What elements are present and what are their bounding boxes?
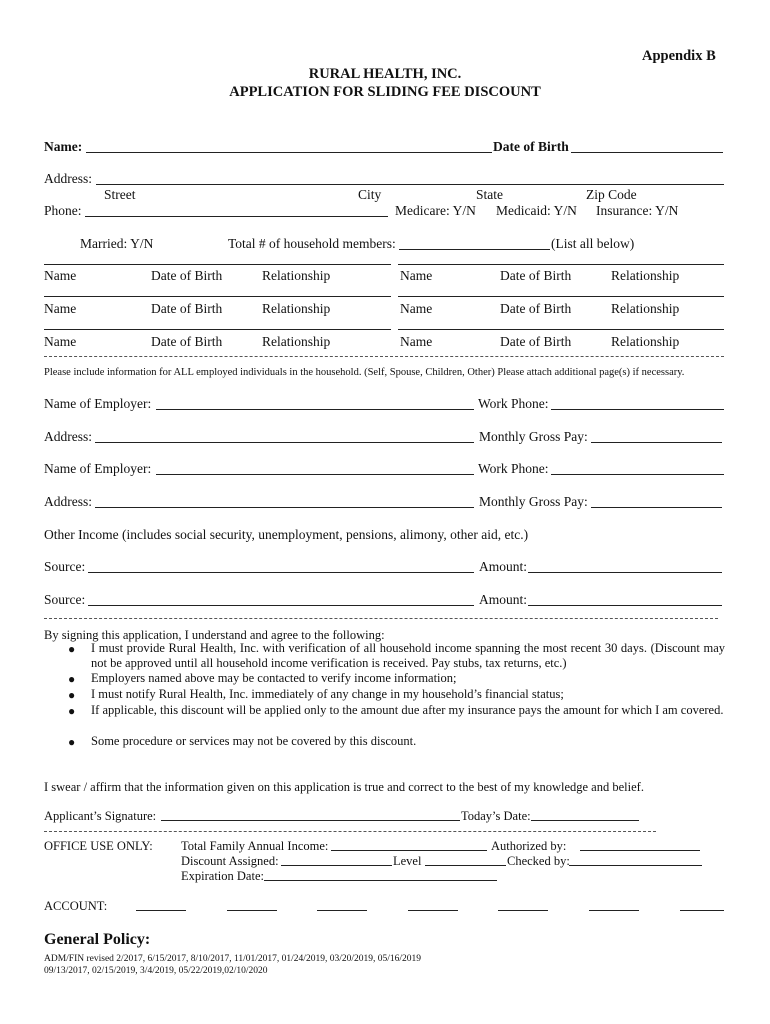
employer-field[interactable] [156,474,474,475]
bullet-icon: ● [68,735,76,749]
employer-address-field[interactable] [95,507,474,508]
amount-field[interactable] [528,572,722,573]
street-label: Street [104,187,136,202]
source-field[interactable] [88,605,474,606]
employment-note: Please include information for ALL employed individuals in the household. (Self, Spouse, Children, Other) Please attach additional page(s) if necessary. [44,367,685,378]
account-field[interactable] [408,910,458,911]
todays-date-label: Today’s Date: [461,809,531,823]
office-use-label: OFFICE USE ONLY: [44,839,153,853]
household-dob-label: Date of Birth [500,268,572,283]
amount-label: Amount: [479,559,528,574]
household-relationship-label: Relationship [262,268,331,283]
household-dob-label: Date of Birth [500,301,572,316]
discount-assigned-label: Discount Assigned: [181,854,279,868]
agreement-item: I must notify Rural Health, Inc. immediately of any change in my household’s financial status; [91,687,564,701]
signature-label: Applicant’s Signature: [44,809,157,823]
address-field[interactable] [96,184,724,185]
account-field[interactable] [136,910,186,911]
gross-pay-field[interactable] [591,442,722,443]
state-label: State [476,187,503,202]
insurance-label[interactable]: Insurance: Y/N [596,203,679,218]
agreement-intro: By signing this application, I understand and agree to the following: [44,628,385,642]
work-phone-field[interactable] [551,474,724,475]
bullet-icon: ● [68,688,76,702]
household-relationship-label: Relationship [611,334,680,349]
other-income-label: Other Income (includes social security, unemployment, pensions, alimony, other aid, etc.) [44,527,529,542]
medicaid-label[interactable]: Medicaid: Y/N [496,203,577,218]
household-line[interactable] [398,264,724,265]
level-label: Level [393,854,422,868]
household-name-label: Name [44,334,77,349]
employer-label: Name of Employer: [44,396,152,411]
household-name-label: Name [400,334,433,349]
authorized-by-label: Authorized by: [491,839,567,853]
source-label: Source: [44,559,86,574]
account-field[interactable] [498,910,548,911]
family-income-field[interactable] [331,850,487,851]
work-phone-label: Work Phone: [478,461,549,476]
household-name-label: Name [44,301,77,316]
account-field[interactable] [317,910,367,911]
checked-by-label: Checked by: [507,854,570,868]
name-label: Name: [44,139,83,154]
phone-label: Phone: [44,203,82,218]
agreement-item: If applicable, this discount will be applied only to the amount due after my insurance pays the amount for which I am covered. [91,703,724,717]
household-dob-label: Date of Birth [151,268,223,283]
form-title: APPLICATION FOR SLIDING FEE DISCOUNT [229,84,541,100]
household-dob-label: Date of Birth [151,334,223,349]
family-income-label: Total Family Annual Income: [181,839,329,853]
bullet-icon: ● [68,672,76,686]
work-phone-field[interactable] [551,409,724,410]
city-label: City [358,187,382,202]
household-line[interactable] [398,329,724,330]
source-label: Source: [44,592,86,607]
signature-field[interactable] [161,820,460,821]
expiration-date-field[interactable] [264,880,497,881]
affirmation-text: I swear / affirm that the information given on this application is true and correct to the best of my knowledge and belief. [44,780,644,794]
section-divider [44,356,724,357]
household-relationship-label: Relationship [262,334,331,349]
married-label[interactable]: Married: Y/N [80,236,154,251]
household-line[interactable] [44,264,391,265]
dob-label: Date of Birth [493,139,569,154]
revision-dates-line1: ADM/FIN revised 2/2017, 6/15/2017, 8/10/2017, 11/01/2017, 01/24/2019, 03/20/2019, 05/16/2019 [44,954,422,964]
household-members-field[interactable] [399,249,550,250]
phone-field[interactable] [85,216,388,217]
amount-label: Amount: [479,592,528,607]
employer-field[interactable] [156,409,474,410]
household-name-label: Name [400,268,433,283]
account-field[interactable] [227,910,277,911]
dob-field[interactable] [571,152,723,153]
bullet-icon: ● [68,704,76,718]
account-field[interactable] [680,910,724,911]
checked-by-field[interactable] [569,865,702,866]
revision-dates-line2: 09/13/2017, 02/15/2019, 3/4/2019, 05/22/2019,02/10/2020 [44,966,268,976]
source-field[interactable] [88,572,474,573]
agreement-item: Employers named above may be contacted to verify income information; [91,671,457,685]
appendix-label: Appendix B [642,48,716,64]
household-members-label: Total # of household members: [228,236,396,251]
household-name-label: Name [44,268,77,283]
name-field[interactable] [86,152,492,153]
agreement-item: Some procedure or services may not be covered by this discount. [91,734,417,748]
employer-address-label: Address: [44,429,92,444]
household-relationship-label: Relationship [611,268,680,283]
discount-assigned-field[interactable] [281,865,392,866]
household-dob-label: Date of Birth [500,334,572,349]
address-label: Address: [44,171,92,186]
bullet-icon: ● [68,642,76,656]
medicare-label[interactable]: Medicare: Y/N [395,203,476,218]
amount-field[interactable] [528,605,722,606]
household-line[interactable] [44,329,391,330]
level-field[interactable] [425,865,506,866]
todays-date-field[interactable] [531,820,639,821]
gross-pay-label: Monthly Gross Pay: [479,429,588,444]
employer-label: Name of Employer: [44,461,152,476]
list-all-label: (List all below) [551,236,635,251]
household-relationship-label: Relationship [262,301,331,316]
household-line[interactable] [44,296,391,297]
gross-pay-field[interactable] [591,507,722,508]
section-divider [44,618,718,619]
organization-name: RURAL HEALTH, INC. [308,66,462,82]
general-policy-heading: General Policy: [44,931,151,948]
zip-code-label: Zip Code [586,187,637,202]
household-dob-label: Date of Birth [151,301,223,316]
expiration-date-label: Expiration Date: [181,869,264,883]
employer-address-label: Address: [44,494,92,509]
work-phone-label: Work Phone: [478,396,549,411]
employer-address-field[interactable] [95,442,474,443]
household-relationship-label: Relationship [611,301,680,316]
account-field[interactable] [589,910,639,911]
account-label: ACCOUNT: [44,899,108,913]
section-divider [44,831,656,832]
household-line[interactable] [398,296,724,297]
authorized-by-field[interactable] [580,850,700,851]
gross-pay-label: Monthly Gross Pay: [479,494,588,509]
household-name-label: Name [400,301,433,316]
agreement-item: I must provide Rural Health, Inc. with verification of all household income spanning the most recent 30 days. (Discount may not be approved until all household income verification is received. Pay stubs, tax returns, etc.) [91,641,725,670]
